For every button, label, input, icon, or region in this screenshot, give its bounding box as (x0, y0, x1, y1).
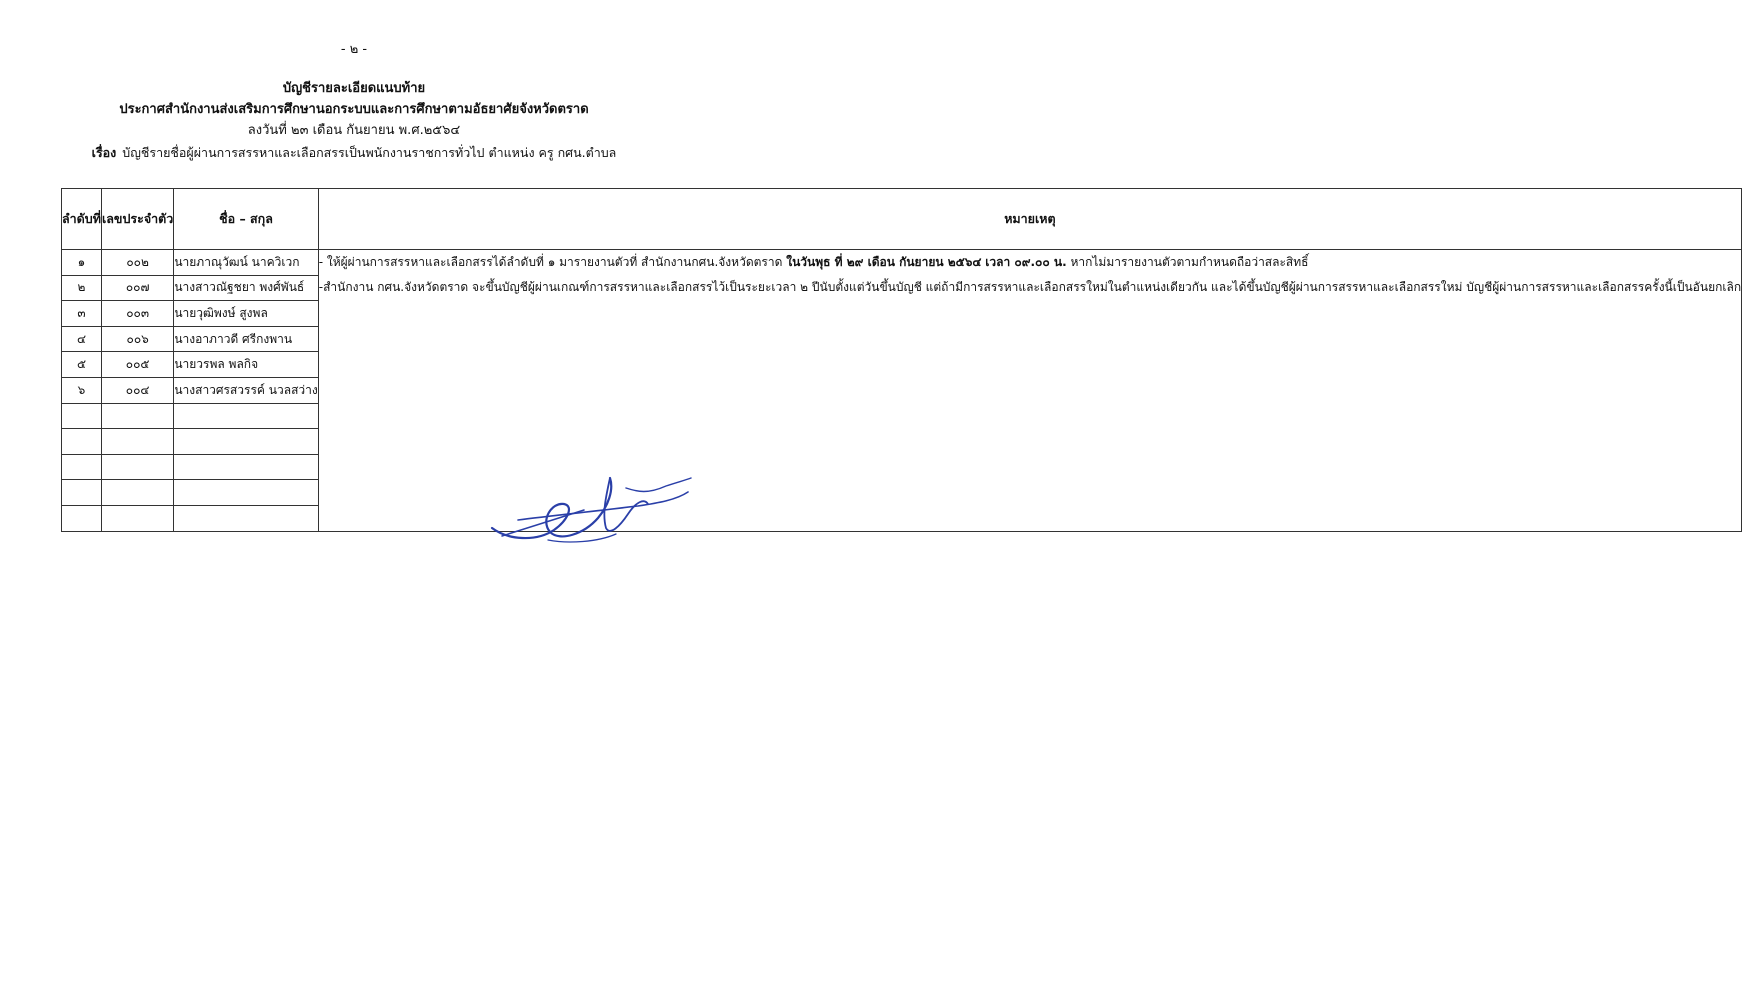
cell-id: ๐๐๓ (101, 301, 173, 327)
cell-order (62, 403, 102, 429)
cell-name (174, 480, 318, 506)
remark-paragraph-2: -สำนักงาน กศน.จังหวัดตราด จะขึ้นบัญชีผู้ผ่านเกณฑ์การสรรหาและเลือกสรรไว้เป็นระยะเวลา ๒ ปีนับตั้งแต่วันขึ้นบัญชี แต่ถ้ามีการสรรหาและเลือกสรรใหม่ในตำแหน่งเดียวกัน และได้ขึ้นบัญชีผู้ผ่านการสรรหาและเลือกสรรใหม่ บัญชีผู้ผ่านการสรรหาและเลือกสรรครั้งนี้เป็นอันยกเลิก (318, 280, 1742, 294)
cell-order (62, 480, 102, 506)
column-header-remark: หมายเหตุ (318, 189, 1741, 250)
cell-id (101, 454, 173, 480)
remark-text-1-tail: หากไม่มารายงานตัวตามกำหนดถือว่าสละสิทธิ์ (1066, 255, 1309, 269)
column-header-name: ชื่อ – สกุล (174, 189, 318, 250)
cell-name (174, 403, 318, 429)
table-row (62, 250, 1742, 276)
cell-name (174, 505, 318, 531)
announcement-title: ประกาศสำนักงานส่งเสริมการศึกษานอกระบบและการศึกษาตามอัธยาศัยจังหวัดตราด (119, 102, 589, 117)
cell-name: นายวุฒิพงษ์ สูงพล (174, 301, 318, 327)
page-number: - ๒ - (340, 42, 368, 57)
subject-line (0, 143, 708, 163)
cell-name: นางสาวณัฐชยา พงศ์พันธ์ (174, 275, 318, 301)
document-header (0, 78, 708, 141)
candidate-table (61, 188, 1742, 532)
cell-id: ๐๐๒ (101, 250, 173, 276)
remark-text-1: - ให้ผู้ผ่านการสรรหาและเลือกสรรได้ลำดับที่ ๑ มารายงานตัวที่ สำนักงานกศน.จังหวัดตราด (318, 255, 783, 269)
cell-order (62, 429, 102, 455)
cell-order: ๔ (62, 326, 102, 352)
cell-name: นางสาวศรสวรรค์ นวลสว่าง (174, 377, 318, 403)
remark-cell (318, 250, 1741, 532)
cell-order (62, 505, 102, 531)
cell-order: ๕ (62, 352, 102, 378)
cell-order: ๖ (62, 377, 102, 403)
cell-name: นางอาภาวดี ศรีกงพาน (174, 326, 318, 352)
cell-id: ๐๐๕ (101, 352, 173, 378)
cell-id (101, 403, 173, 429)
column-header-order: ลำดับที่ (62, 189, 102, 250)
cell-id (101, 429, 173, 455)
remark-paragraph-1 (319, 250, 1741, 275)
report-date: ในวันพุธ ที่ ๒๙ เดือน กันยายน ๒๕๖๔ (786, 255, 982, 269)
cell-order: ๑ (62, 250, 102, 276)
cell-order: ๒ (62, 275, 102, 301)
cell-id: ๐๐๔ (101, 377, 173, 403)
cell-name (174, 429, 318, 455)
column-header-id: เลขประจำตัว (101, 189, 173, 250)
subject-text: บัญชีรายชื่อผู้ผ่านการสรรหาและเลือกสรรเป็นพนักงานราชการทั่วไป ตำแหน่ง ครู กศน.ตำบล (122, 145, 617, 160)
cell-id: ๐๐๗ (101, 275, 173, 301)
cell-name: นายวรพล พลกิจ (174, 352, 318, 378)
report-time: เวลา ๐๙.๐๐ น. (985, 255, 1067, 269)
cell-name: นายภาณุวัฒน์ นาควิเวก (174, 250, 318, 276)
document-title: บัญชีรายละเอียดแนบท้าย (282, 81, 426, 96)
cell-id: ๐๐๖ (101, 326, 173, 352)
subject-label: เรื่อง (91, 145, 117, 160)
cell-id (101, 480, 173, 506)
cell-order: ๓ (62, 301, 102, 327)
table-header-row (62, 189, 1742, 250)
cell-id (101, 505, 173, 531)
cell-name (174, 454, 318, 480)
cell-order (62, 454, 102, 480)
announcement-date: ลงวันที่ ๒๓ เดือน กันยายน พ.ศ.๒๕๖๔ (247, 123, 461, 138)
